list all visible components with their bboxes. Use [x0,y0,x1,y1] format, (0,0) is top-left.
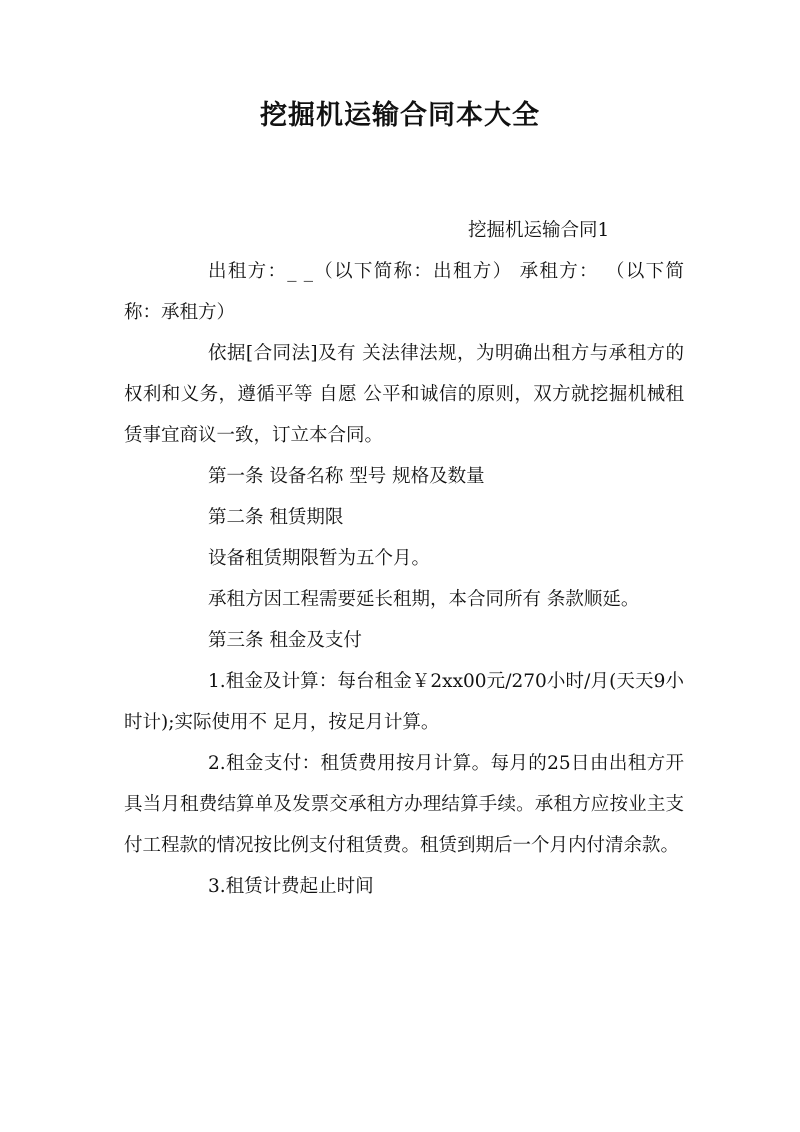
extension-paragraph: 承租方因工程需要延长租期，本合同所有 条款顺延。 [208,589,640,610]
parties-paragraph: 出租方：_ _（以下简称：出租方） 承租方： （以下简称：承租方） [124,261,684,323]
article-2-heading: 第二条 租赁期限 [208,507,344,528]
billing-period-heading: 3.租赁计费起止时间 [208,876,374,897]
document-title: 挖掘机运输合同本大全 [260,100,540,131]
lease-term-paragraph: 设备租赁期限暂为五个月。 [208,548,431,569]
article-3-heading: 第三条 租金及支付 [208,630,362,651]
rent-payment-paragraph: 2.租金支付：租赁费用按月计算。每月的25日由出租方开具当月租费结算单及发票交承租方办理结算手续。承租方应按业主支付工程款的情况按比例支付租赁费。租赁到期后一个月内付清余款。 [124,753,684,856]
contract-subtitle: 挖掘机运输合同1 [468,220,610,241]
basis-paragraph: 依据[合同法]及有 关法律法规，为明确出租方与承租方的权利和义务，遵循平等 自愿 公平和诚信的原则，双方就挖掘机械租赁事宜商议一致，订立本合同。 [124,343,684,446]
article-1-heading: 第一条 设备名称 型号 规格及数量 [208,466,485,487]
document-body [124,210,684,907]
rent-calculation-paragraph: 1.租金及计算：每台租金￥2xx00元/270小时/月(天天9小时计);实际使用不 足月，按足月计算。 [124,671,684,733]
